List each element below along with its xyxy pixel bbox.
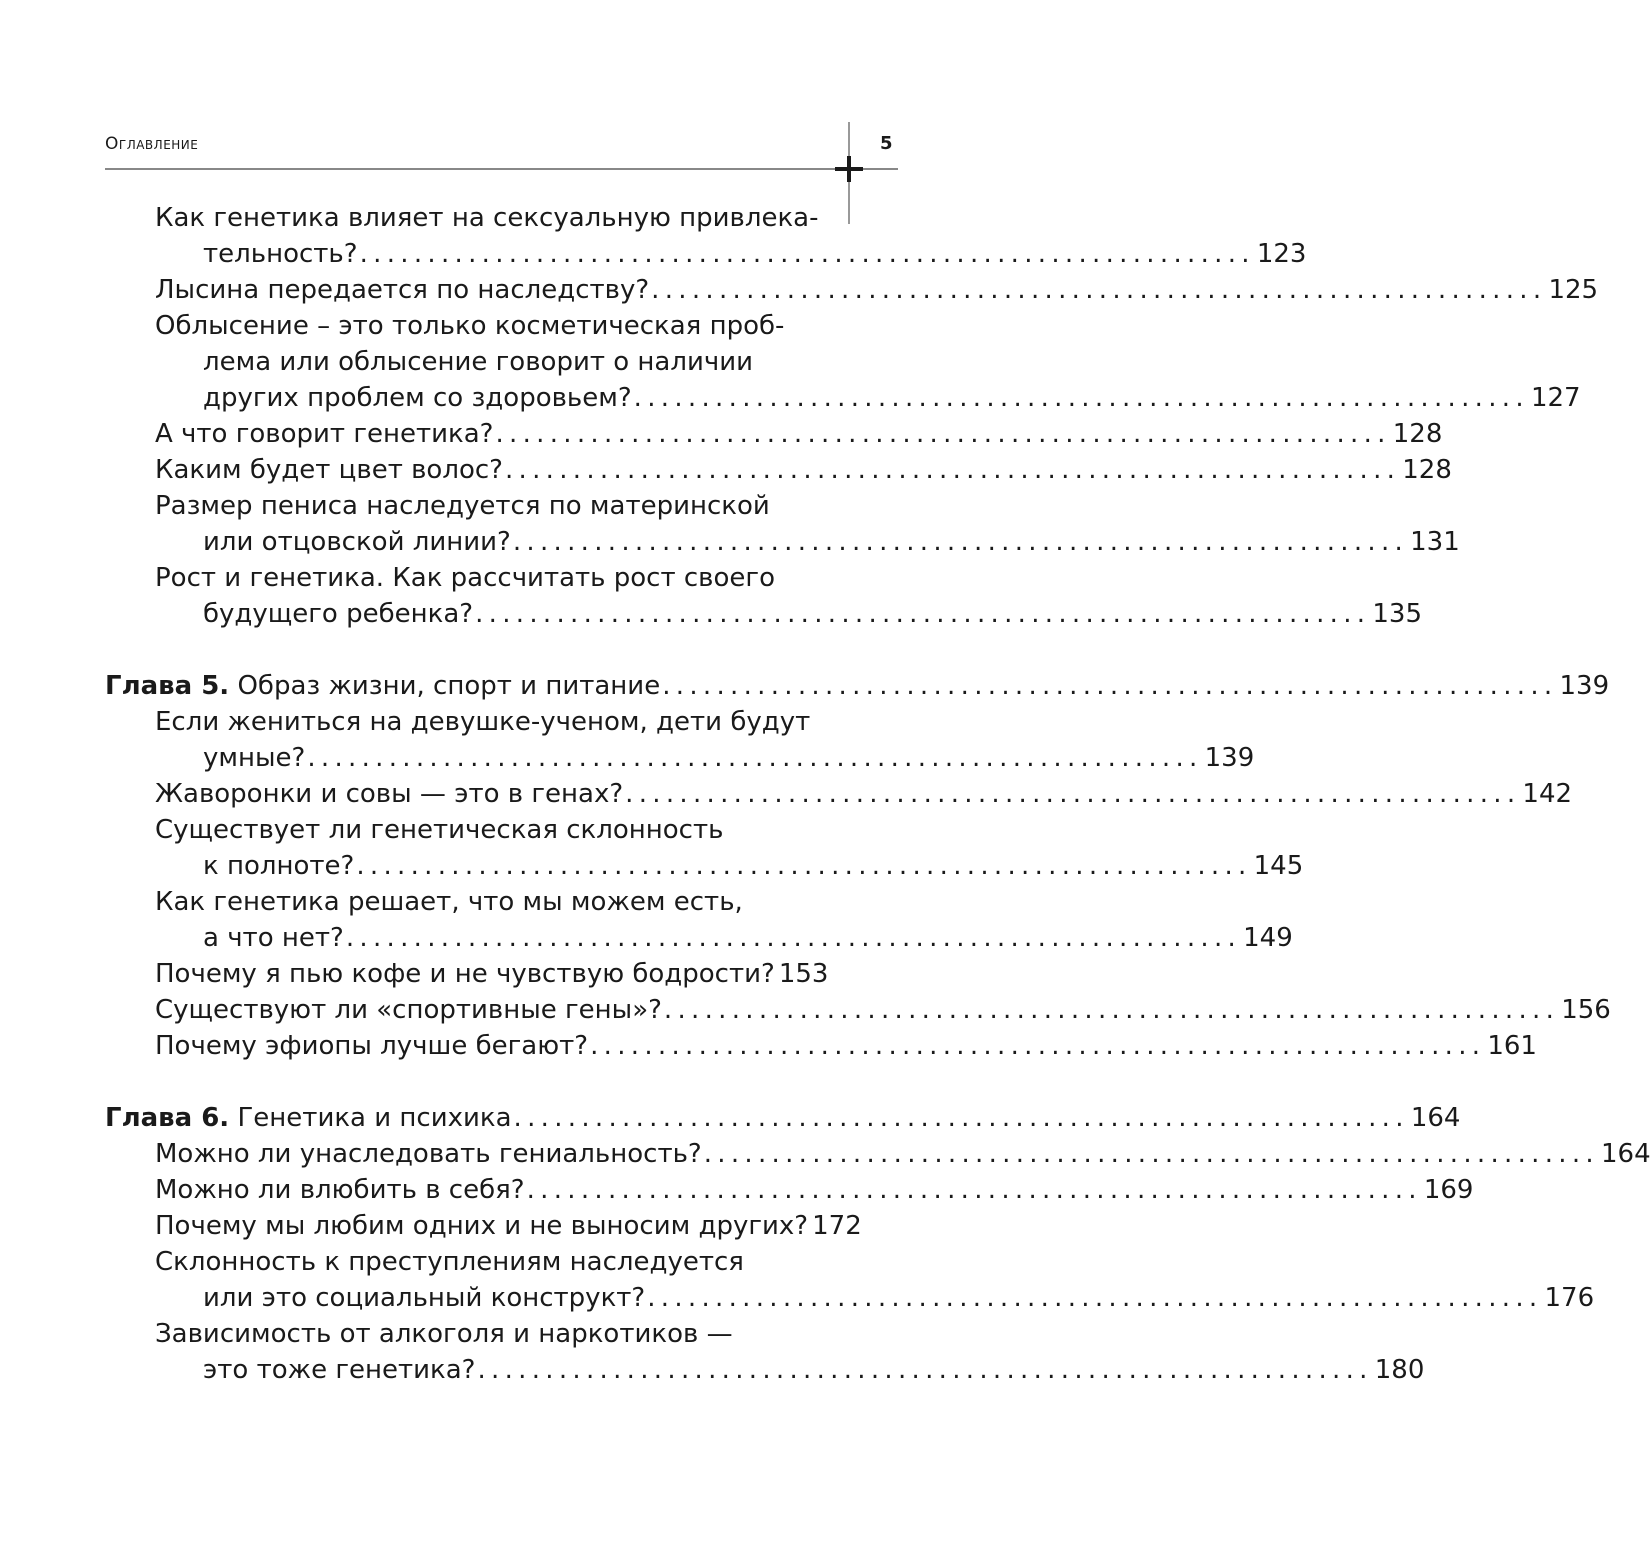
toc-leader-dots: .................................................................. — [345, 923, 1242, 953]
toc-page-number: 125 — [1548, 275, 1599, 305]
toc-entry-title: Можно ли унаследовать гениальность? — [155, 1139, 702, 1169]
toc-entry-line: Размер пениса наследуется по материнской — [155, 491, 770, 521]
toc-entry-title: или отцовской линии? — [203, 527, 511, 557]
toc-page-number: 145 — [1253, 851, 1304, 881]
crop-mark-cross-vertical — [847, 156, 851, 182]
toc-entry-title: умные? — [203, 743, 306, 773]
toc-page-number: 169 — [1423, 1175, 1474, 1205]
toc-page-number: 139 — [1559, 671, 1610, 701]
toc-page-number: 156 — [1561, 995, 1611, 1025]
toc-entry-title: Существуют ли «спортивные гены»? — [155, 995, 662, 1025]
toc-entry-title: тельность? — [203, 239, 358, 269]
toc-entry[interactable] — [203, 236, 1307, 272]
toc-entry[interactable] — [203, 848, 1304, 884]
toc-leader-dots: .................................................................. — [703, 1139, 1599, 1169]
toc-chapter-5[interactable] — [105, 668, 1610, 704]
toc-leader-dots: .................................................................. — [356, 851, 1252, 881]
toc-entry-line: Если жениться на девушке-ученом, дети будут — [155, 707, 811, 737]
toc-leader-dots: .................................................................. — [663, 995, 1560, 1025]
toc-entry-title: Почему эфиопы лучше бегают? — [155, 1031, 589, 1061]
toc-page-number: 161 — [1487, 1031, 1537, 1061]
toc-entry[interactable] — [203, 524, 1460, 560]
chapter-label: Глава 6. — [105, 1103, 230, 1133]
toc-leader-dots: .................................................................. — [590, 1031, 1486, 1061]
running-header-title: Оглавление — [105, 134, 199, 154]
toc-page-number: 131 — [1410, 527, 1460, 557]
toc-entry[interactable] — [203, 596, 1422, 632]
toc-entry[interactable] — [155, 1172, 1474, 1208]
toc-entry-title: будущего ребенка? — [203, 599, 474, 629]
toc-entry[interactable] — [155, 452, 1452, 488]
toc-chapter-6[interactable] — [105, 1100, 1461, 1136]
toc-entry[interactable] — [203, 920, 1293, 956]
toc-page-number: 139 — [1204, 743, 1255, 773]
toc-entry-title: Можно ли влюбить в себя? — [155, 1175, 525, 1205]
toc-entry[interactable] — [155, 1028, 1537, 1064]
toc-entry-line: Облысение – это только косметическая проб- — [155, 311, 785, 341]
toc-entry-title: а что нет? — [203, 923, 344, 953]
toc-leader-dots: .................................................................. — [504, 455, 1401, 485]
toc-page-number: 153 — [778, 959, 829, 989]
toc-entry-title: А что говорит генетика? — [155, 419, 494, 449]
toc-entry[interactable] — [155, 992, 1611, 1028]
toc-entry[interactable] — [155, 956, 829, 992]
toc-entry[interactable] — [155, 1136, 1651, 1172]
toc-page-number: 128 — [1402, 455, 1452, 485]
toc-entry[interactable] — [155, 272, 1599, 308]
toc-page-number: 123 — [1256, 239, 1307, 269]
toc-leader-dots: .................................................................. — [513, 1103, 1409, 1133]
toc-leader-dots: .................................................................. — [662, 671, 1558, 701]
toc-page-number: 176 — [1544, 1283, 1595, 1313]
toc-page-number: 142 — [1522, 779, 1573, 809]
toc-entry-title: или это социальный конструкт? — [203, 1283, 646, 1313]
toc-entry-line: Существует ли генетическая склонность — [155, 815, 724, 845]
toc-entry[interactable] — [155, 1208, 862, 1244]
toc-leader-dots: .................................................................. — [477, 1355, 1373, 1385]
toc-entry-line: Зависимость от алкоголя и наркотиков — — [155, 1319, 733, 1349]
toc-page-number: 164 — [1601, 1139, 1651, 1169]
toc-entry-line: Как генетика решает, что мы можем есть, — [155, 887, 743, 917]
toc-leader-dots: .................................................................. — [475, 599, 1371, 629]
toc-leader-dots: .................................................................. — [625, 779, 1521, 809]
chapter-title: Образ жизни, спорт и питание — [237, 671, 661, 701]
toc-leader-dots: .................................................................. — [512, 527, 1409, 557]
toc-entry[interactable] — [203, 1352, 1425, 1388]
toc-entry[interactable] — [155, 776, 1573, 812]
toc-entry[interactable] — [203, 740, 1255, 776]
toc-page-number: 127 — [1530, 383, 1581, 413]
toc-entry-title: это тоже генетика? — [203, 1355, 476, 1385]
toc-leader-dots: .................................................................. — [495, 419, 1391, 449]
toc-entry-title: Почему мы любим одних и не выносим других? — [155, 1211, 809, 1241]
toc-entry-title: к полноте? — [203, 851, 355, 881]
toc-entry[interactable] — [203, 1280, 1595, 1316]
toc-leader-dots: .................................................................. — [359, 239, 1255, 269]
toc-entry-line: Склонность к преступлениям наследуется — [155, 1247, 744, 1277]
toc-page-number: 172 — [812, 1211, 862, 1241]
toc-entry[interactable] — [155, 416, 1443, 452]
toc-entry-line: Рост и генетика. Как рассчитать рост своего — [155, 563, 775, 593]
toc-entry-title: Каким будет цвет волос? — [155, 455, 503, 485]
toc-entry[interactable] — [203, 380, 1581, 416]
toc-leader-dots: .................................................................. — [307, 743, 1203, 773]
chapter-title: Генетика и психика — [237, 1103, 512, 1133]
toc-leader-dots: .................................................................. — [651, 275, 1547, 305]
chapter-label: Глава 5. — [105, 671, 230, 701]
toc-entry-title: других проблем со здоровьем? — [203, 383, 632, 413]
toc-page-number: 128 — [1392, 419, 1443, 449]
toc-page-number: 164 — [1410, 1103, 1461, 1133]
toc-leader-dots: .................................................................. — [526, 1175, 1422, 1205]
header-rule — [105, 168, 898, 170]
toc-leader-dots: .................................................................. — [647, 1283, 1543, 1313]
toc-page-number: 180 — [1374, 1355, 1425, 1385]
toc-entry-title: Почему я пью кофе и не чувствую бодрости? — [155, 959, 775, 989]
toc-entry-title: Жаворонки и совы — это в генах? — [155, 779, 624, 809]
page-number: 5 — [880, 133, 893, 154]
toc-page-number: 135 — [1372, 599, 1422, 629]
toc-entry-title: Лысина передается по наследству? — [155, 275, 650, 305]
toc-entry-line: лема или облысение говорит о наличии — [203, 347, 754, 377]
toc-page-number: 149 — [1243, 923, 1293, 953]
toc-entry-line: Как генетика влияет на сексуальную привлека- — [155, 203, 819, 233]
toc-leader-dots: .................................................................. — [633, 383, 1529, 413]
